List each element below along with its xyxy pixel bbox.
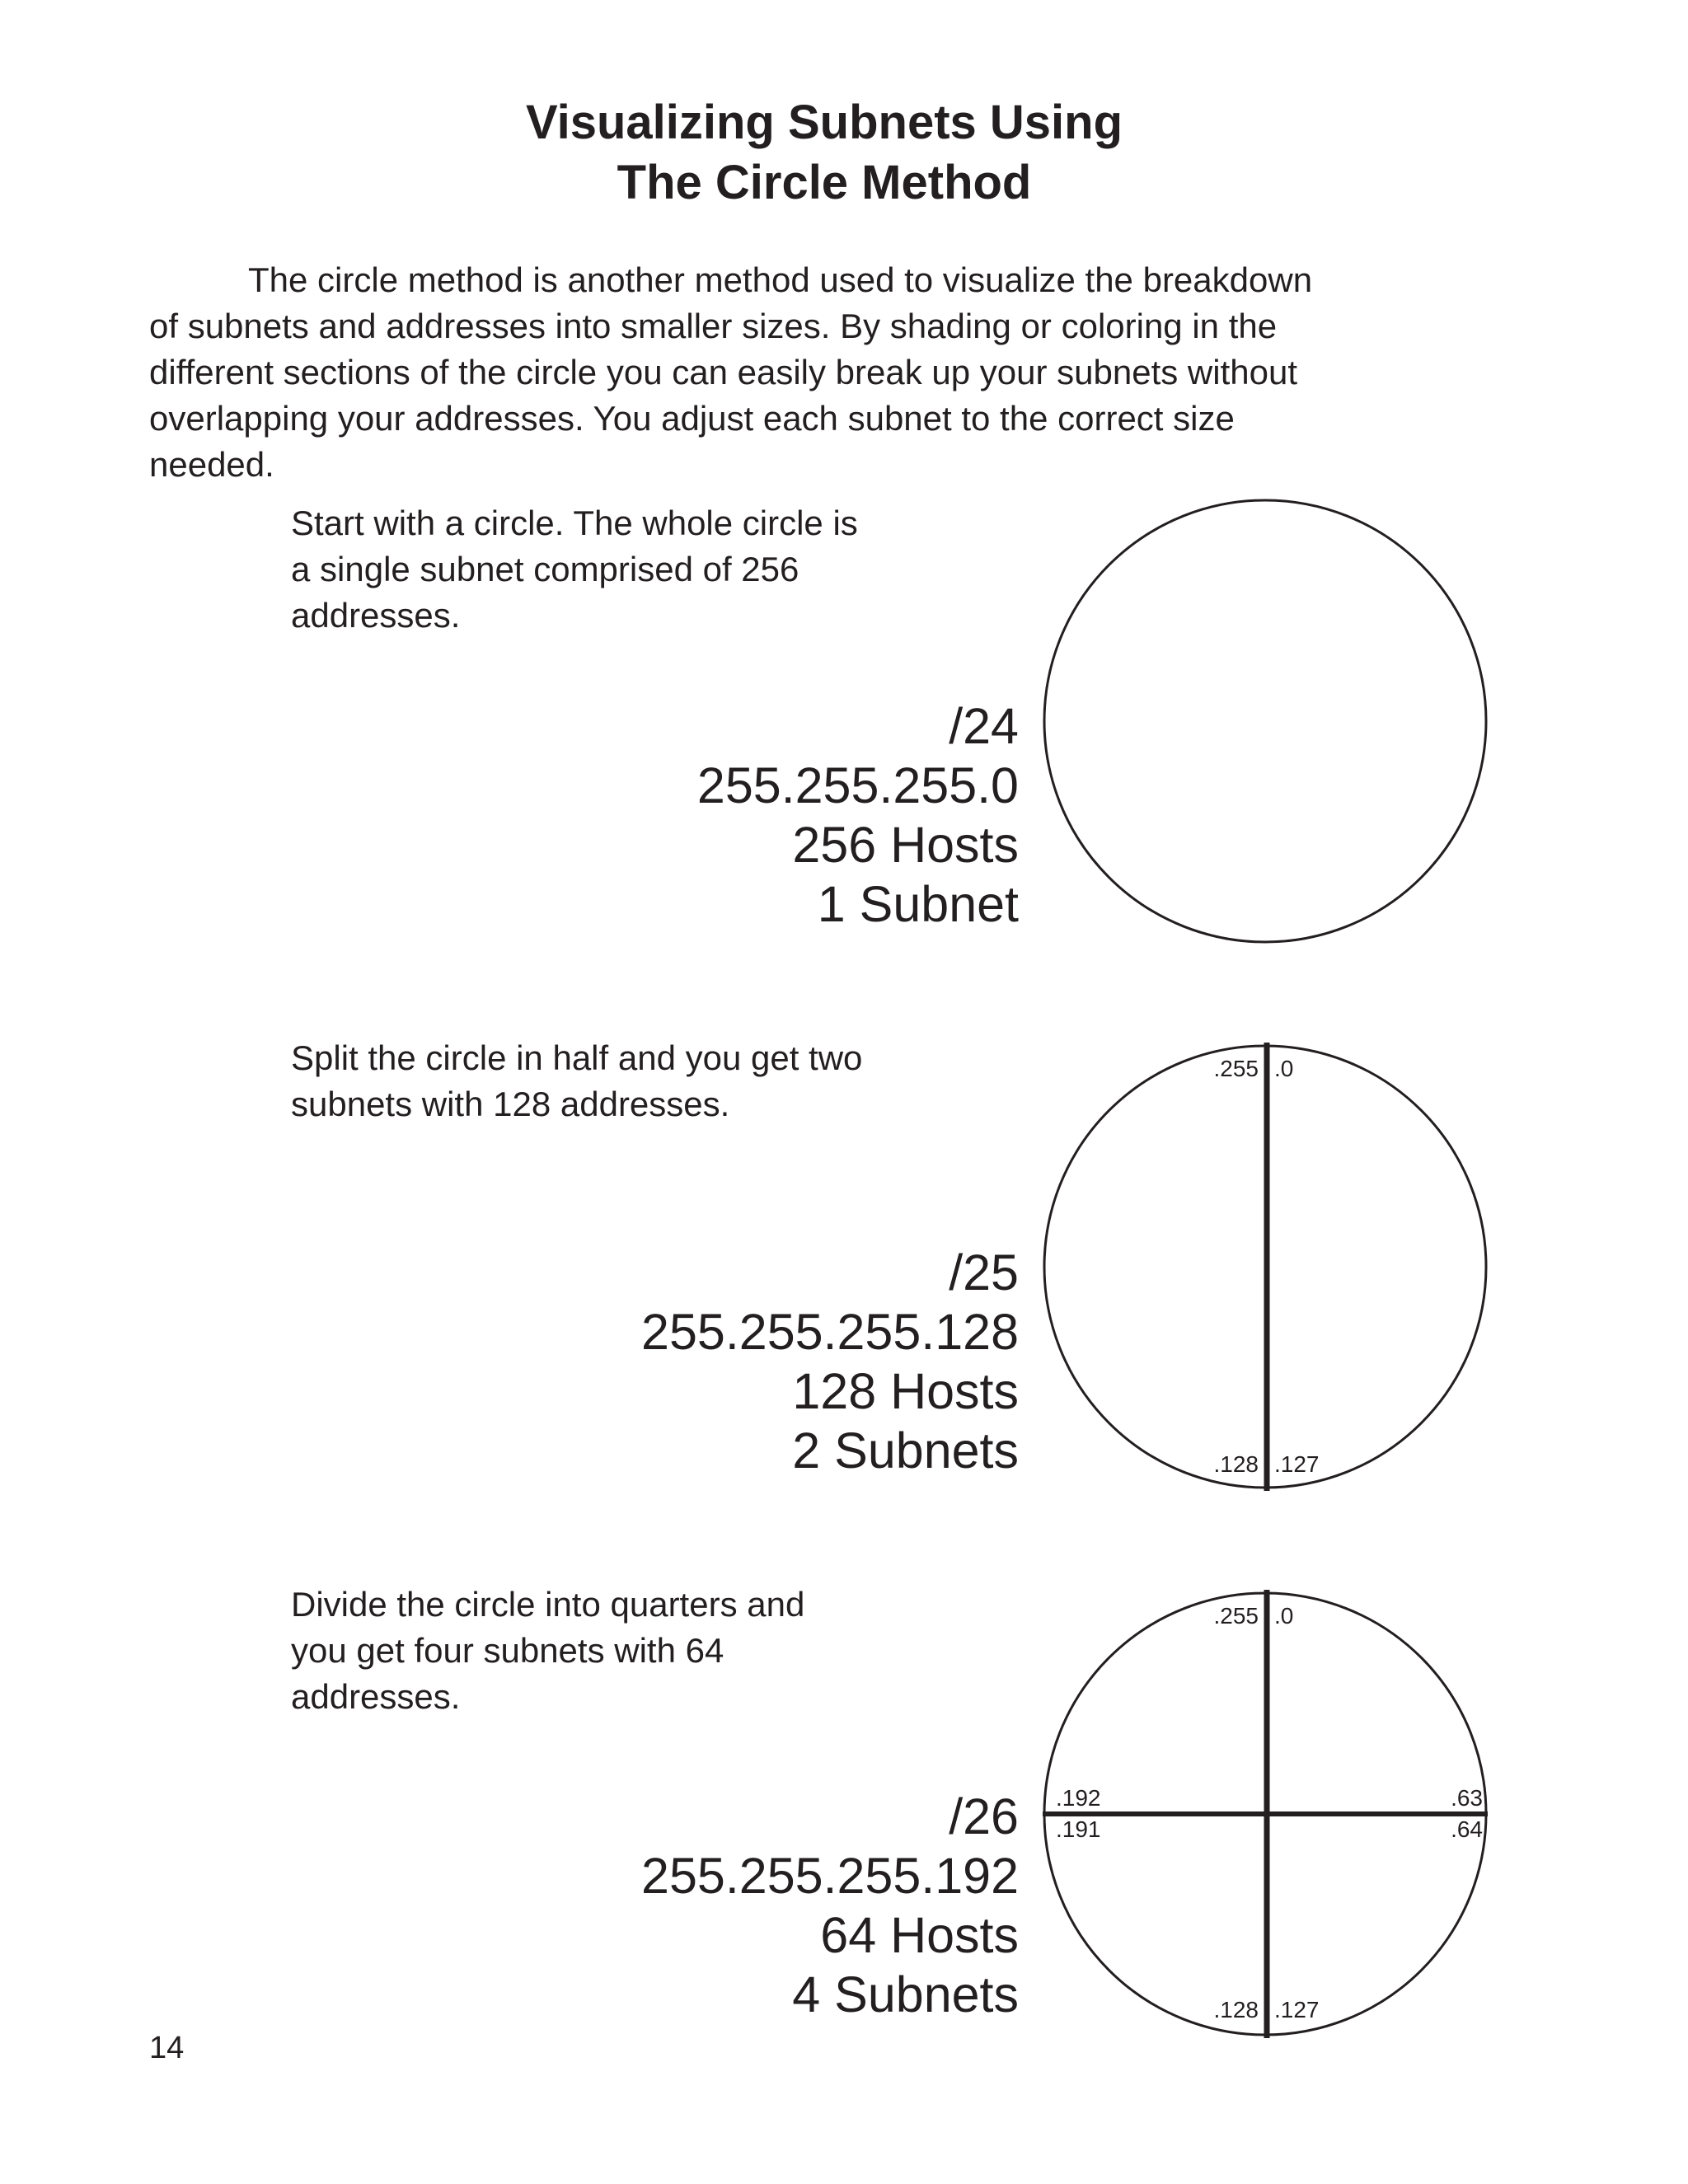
host-count: 256 Hosts [792, 817, 1019, 873]
subnet-mask: 255.255.255.128 [641, 1304, 1019, 1360]
subnet-mask: 255.255.255.0 [696, 757, 1019, 813]
intro-line: of subnets and addresses into smaller sizes. By shading or coloring in the [149, 307, 1278, 345]
page-number: 14 [149, 2031, 185, 2065]
description-line: subnets with 128 addresses. [291, 1085, 730, 1123]
label-right-lower: .64 [1451, 1816, 1483, 1842]
subnet-count: 4 Subnets [792, 1966, 1019, 2022]
label-top-right: .0 [1274, 1603, 1294, 1629]
description-line: Start with a circle. The whole circle is [291, 504, 858, 542]
host-count: 64 Hosts [820, 1907, 1019, 1963]
label-bottom-left: .128 [1213, 1997, 1259, 2022]
section-26-description [291, 1582, 804, 1720]
label-right-upper: .63 [1451, 1785, 1483, 1811]
section-26-info [641, 1787, 1019, 2024]
subnet-circle [1044, 500, 1486, 942]
description-line: addresses. [291, 596, 461, 635]
label-top-left: .255 [1213, 1056, 1259, 1081]
label-bottom-left: .128 [1213, 1451, 1259, 1477]
description-line: Divide the circle into quarters and [291, 1585, 805, 1624]
subnet-prefix: /25 [949, 1244, 1019, 1301]
description-line: Split the circle in half and you get two [291, 1038, 863, 1077]
page-title [0, 92, 1648, 213]
label-top-right: .0 [1274, 1056, 1294, 1081]
subnet-prefix: /24 [949, 698, 1019, 754]
subnet-mask: 255.255.255.192 [641, 1848, 1019, 1904]
section-25-info [641, 1243, 1019, 1480]
subnet-prefix: /26 [949, 1788, 1019, 1844]
label-bottom-right: .127 [1274, 1997, 1320, 2022]
host-count: 128 Hosts [792, 1363, 1019, 1419]
intro-line: overlapping your addresses. You adjust each subnet to the correct size [149, 399, 1235, 438]
label-left-upper: .192 [1056, 1785, 1101, 1811]
section-25-description [291, 1035, 862, 1127]
section-24-description [291, 500, 858, 639]
label-top-left: .255 [1213, 1603, 1259, 1629]
subnet-count: 2 Subnets [792, 1422, 1019, 1479]
circle-diagram-26 [1038, 1586, 1493, 2041]
description-line: you get four subnets with 64 [291, 1631, 724, 1670]
intro-line: needed. [149, 445, 274, 484]
title-line-1: Visualizing Subnets Using [525, 96, 1123, 149]
circle-diagram-24 [1038, 494, 1493, 949]
subnet-count: 1 Subnet [817, 876, 1019, 932]
circle-diagram-25 [1038, 1039, 1493, 1494]
label-left-lower: .191 [1056, 1816, 1101, 1842]
intro-paragraph [149, 257, 1460, 488]
intro-line: The circle method is another method used to visualize the breakdown [248, 260, 1313, 299]
description-line: addresses. [291, 1677, 461, 1716]
description-line: a single subnet comprised of 256 [291, 550, 799, 588]
section-24-info [697, 696, 1019, 934]
title-line-2: The Circle Method [617, 156, 1032, 209]
intro-line: different sections of the circle you can easily break up your subnets without [149, 353, 1297, 391]
label-bottom-right: .127 [1274, 1451, 1320, 1477]
